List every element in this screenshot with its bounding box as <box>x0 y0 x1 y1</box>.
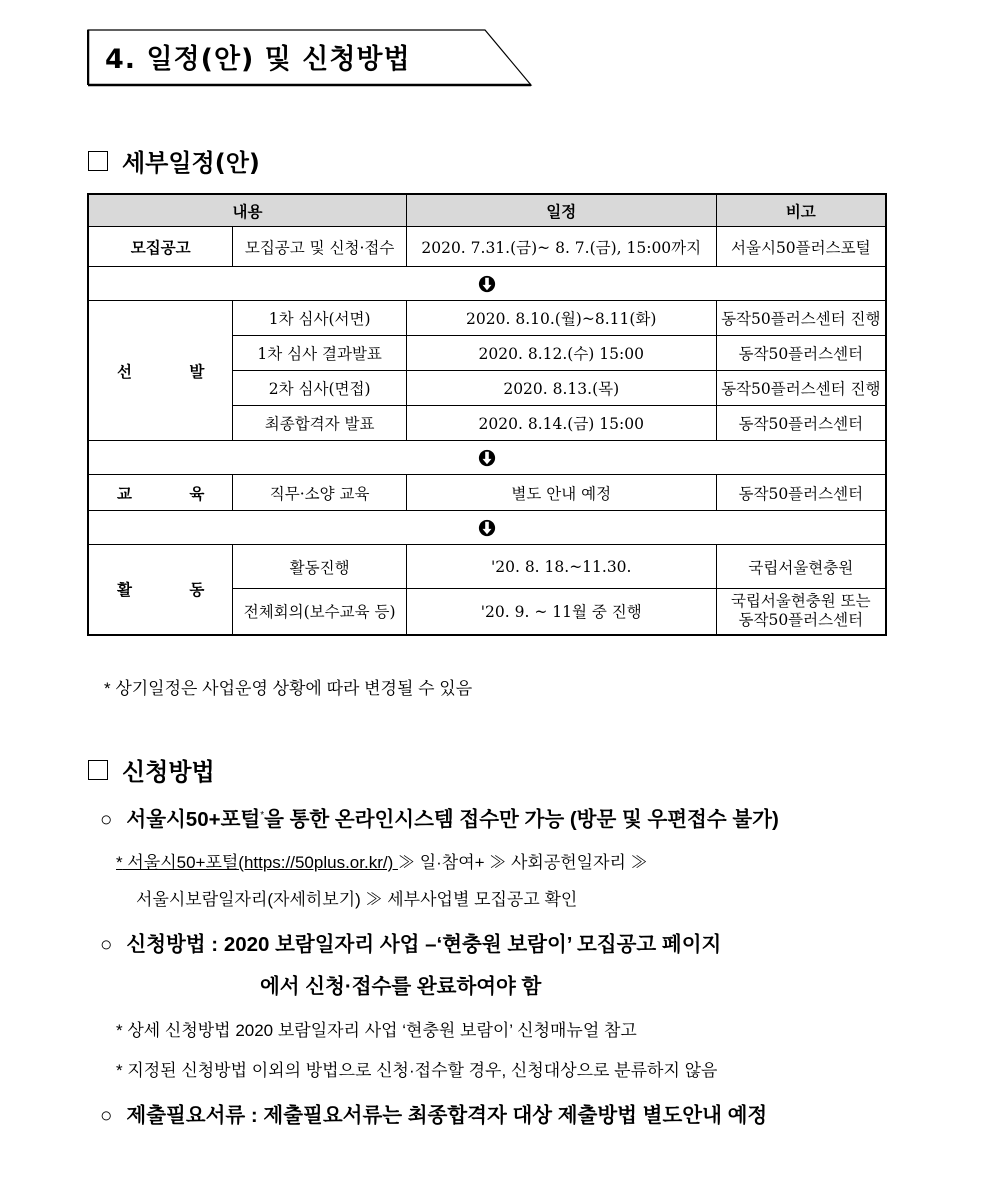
arrow-row <box>88 267 886 301</box>
item-cell: 1차 심사(서면) <box>233 301 407 336</box>
footnote-mark: * <box>116 853 123 872</box>
date-cell: '20. 8. 18.~11.30. <box>406 545 716 589</box>
schedule-heading-text: 세부일정(안) <box>122 149 260 177</box>
manual-note: * 상세 신청방법 2020 보람일자리 사업 ‘현충원 보람이’ 신청매뉴얼 참고 <box>116 1021 637 1040</box>
note-cell: 동작50플러스센터 <box>716 406 886 441</box>
arrow-down-icon <box>478 449 496 467</box>
item-cell: 활동진행 <box>233 545 407 589</box>
bullet-apply-method-line2: 에서 신청·접수를 완료하여야 함 <box>260 975 542 998</box>
circle-bullet-icon: ○ <box>100 1104 113 1127</box>
apply-heading <box>88 752 215 787</box>
bullet-online-only <box>100 802 779 832</box>
path-text: ≫ 일·참여+ ≫ 사회공헌일자리 ≫ <box>397 853 648 872</box>
date-cell: 2020. 8.14.(금) 15:00 <box>406 406 716 441</box>
schedule-footnote: * 상기일정은 사업운영 상황에 따라 변경될 수 있음 <box>104 679 473 698</box>
note-cell: 동작50플러스센터 <box>716 475 886 511</box>
footnote-mark: * <box>260 810 265 822</box>
category-cell: 교 육 <box>88 475 233 511</box>
table-header-row <box>88 194 886 227</box>
item-cell: 2차 심사(면접) <box>233 371 407 406</box>
bullet-text: 서울시50+포털 <box>126 808 261 831</box>
bullet-apply-method <box>100 927 721 957</box>
circle-bullet-icon: ○ <box>100 808 113 831</box>
item-cell: 직무·소양 교육 <box>233 475 407 511</box>
note-cell: 동작50플러스센터 진행 <box>716 301 886 336</box>
category-cell: 모집공고 <box>88 227 233 267</box>
arrow-down-icon <box>478 519 496 537</box>
note-line: 동작50플러스센터 <box>738 611 864 630</box>
bullet-text: 신청방법 : 2020 보람일자리 사업 –‘현충원 보람이’ 모집공고 페이지 <box>126 933 722 956</box>
date-cell: '20. 9. ~ 11월 중 진행 <box>406 589 716 635</box>
circle-bullet-icon: ○ <box>100 933 113 956</box>
date-cell: 2020. 7.31.(금)~ 8. 7.(금), 15:00까지 <box>406 227 716 267</box>
col-header-remarks: 비고 <box>716 194 886 227</box>
note-cell: 국립서울현충원 <box>716 545 886 589</box>
schedule-table <box>87 193 887 636</box>
checkbox-square-icon <box>88 760 108 780</box>
note-line: 국립서울현충원 또는 <box>730 592 871 611</box>
apply-heading-text: 신청방법 <box>122 758 215 786</box>
page-title: 4. 일정(안) 및 신청방법 <box>105 44 411 75</box>
note-cell: 동작50플러스센터 진행 <box>716 371 886 406</box>
category-cell: 활 동 <box>88 545 233 635</box>
date-cell: 2020. 8.13.(목) <box>406 371 716 406</box>
section-title-banner <box>87 29 531 85</box>
note-cell <box>716 589 886 635</box>
date-cell: 2020. 8.12.(수) 15:00 <box>406 336 716 371</box>
arrow-row <box>88 511 886 545</box>
arrow-down-icon <box>478 275 496 293</box>
item-cell: 모집공고 및 신청·접수 <box>233 227 407 267</box>
arrow-row <box>88 441 886 475</box>
table-row <box>88 301 886 336</box>
bullet-text: 제출필요서류 : 제출필요서류는 최종합격자 대상 제출방법 별도안내 예정 <box>126 1104 768 1127</box>
table-row <box>88 545 886 589</box>
checkbox-square-icon <box>88 151 108 171</box>
item-cell: 최종합격자 발표 <box>233 406 407 441</box>
category-cell: 선 발 <box>88 301 233 441</box>
portal-path-note-line2: 서울시보람일자리(자세히보기) ≫ 세부사업별 모집공고 확인 <box>136 890 578 909</box>
col-header-content: 내용 <box>88 194 406 227</box>
item-cell: 1차 심사 결과발표 <box>233 336 407 371</box>
bullet-text: 을 통한 온라인시스템 접수만 가능 (방문 및 우편접수 불가) <box>264 808 779 831</box>
date-cell: 별도 안내 예정 <box>406 475 716 511</box>
bullet-documents <box>100 1098 767 1128</box>
portal-path-note <box>116 848 648 873</box>
note-cell: 동작50플러스센터 <box>716 336 886 371</box>
table-row <box>88 227 886 267</box>
portal-link[interactable]: 서울시50+포털(https://50plus.or.kr/) <box>122 853 398 872</box>
note-cell: 서울시50플러스포털 <box>716 227 886 267</box>
table-row <box>88 475 886 511</box>
item-cell: 전체회의(보수교육 등) <box>233 589 407 635</box>
exclusion-note: * 지정된 신청방법 이외의 방법으로 신청·접수할 경우, 신청대상으로 분류하지 않음 <box>116 1061 718 1080</box>
col-header-schedule: 일정 <box>406 194 716 227</box>
schedule-heading <box>88 143 260 178</box>
date-cell: 2020. 8.10.(월)~8.11(화) <box>406 301 716 336</box>
